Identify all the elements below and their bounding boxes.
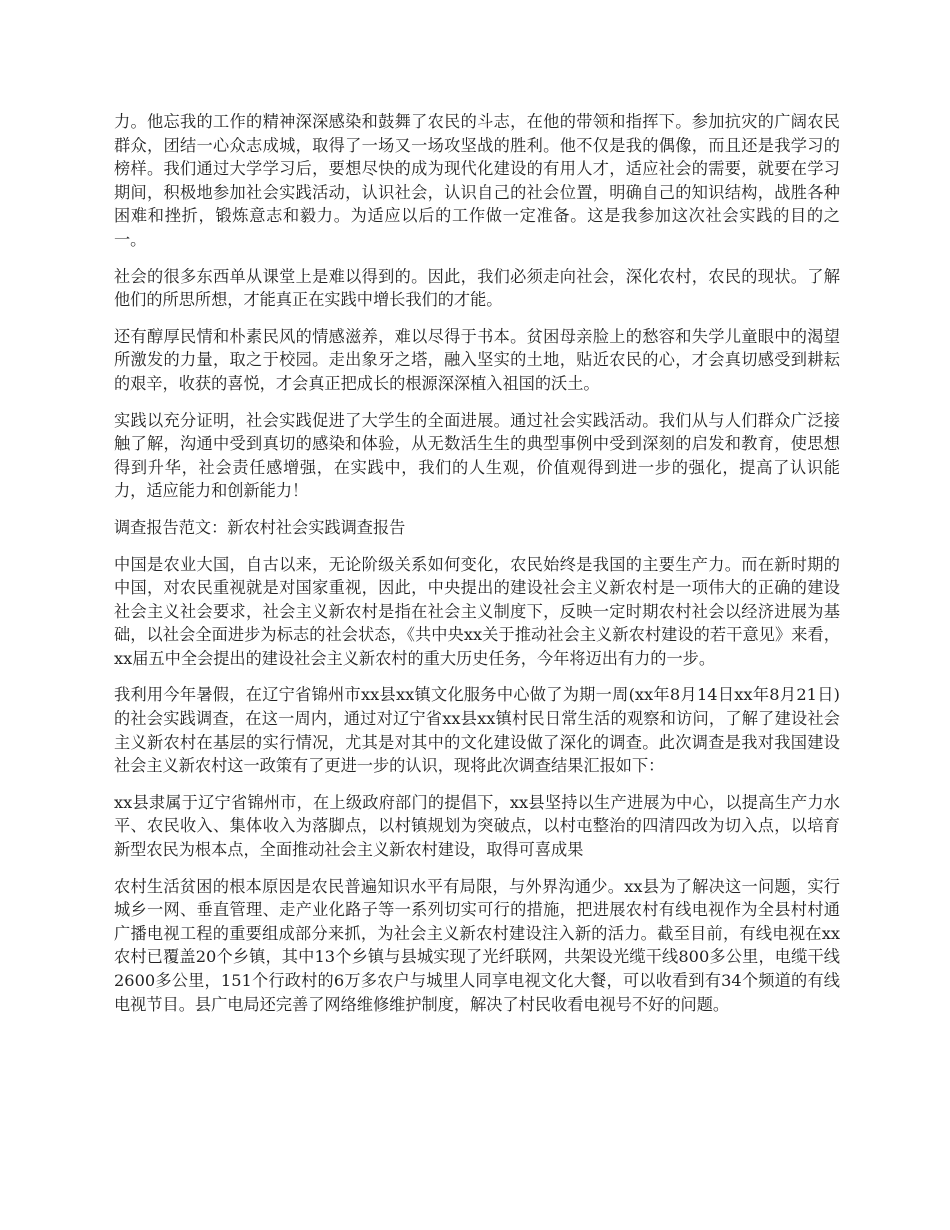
paragraph-cable-tv: 农村生活贫困的根本原因是农民普遍知识水平有局限，与外界沟通少。xx县为了解决这一问题，实行城乡一网、垂直管理、走产业化路子等一系列切实可行的措施，把进展农村有线电视作为全县村村通广播电视工程的重要组成部分来抓，为社会主义新农村建设注入新的活力。截至目前，有线电视在xx农村已覆盖20个乡镇，其中13个乡镇与县城实现了光纤联网，共架设光缆干线800多公里，电缆干线2600多公里，151个行政村的6万多农户与城里人同享电视文化大餐，可以收看到有34个频道的有线电视节目。县广电局还完善了网络维修维护制度，解决了村民收看电视号不好的问题。 <box>114 876 840 1014</box>
paragraph-county-overview: xx县隶属于辽宁省锦州市，在上级政府部门的提倡下，xx县坚持以生产进展为中心，以提高生产力水平、农民收入、集体收入为落脚点，以村镇规划为突破点，以村屯整治的四清四改为切入点，以培育新型农民为根本点，全面推动社会主义新农村建设，取得可喜成果 <box>114 792 840 860</box>
paragraph-rural-emotion: 还有醇厚民情和朴素民风的情感滋养，难以尽得于书本。贫困母亲脸上的愁容和失学儿童眼中的渴望所激发的力量，取之于校园。走出象牙之塔，融入坚实的土地，贴近农民的心，才会真切感受到耕耘的艰辛，收获的喜悦，才会真正把成长的根源深深植入祖国的沃土。 <box>114 326 840 393</box>
paragraph-summer-survey: 我利用今年暑假，在辽宁省锦州市xx县xx镇文化服务中心做了为期一周(xx年8月14日xx年8月21日)的社会实践调查，在这一周内，通过对辽宁省xx县xx镇村民日常生活的观察和访问，了解了建设社会主义新农村在基层的实行情况，尤其是对其中的文化建设做了深化的调查。此次调查是我对我国建设社会主义新农村这一政策有了更进一步的认识，现将此次调查结果汇报如下： <box>114 685 840 776</box>
section-heading: 调查报告范文：新农村社会实践调查报告 <box>114 517 406 537</box>
paragraph-practice-proof: 实践以充分证明，社会实践促进了大学生的全面进展。通过社会实践活动。我们从与人们群众广泛接触了解，沟通中受到真切的感染和体验，从无数活生生的典型事例中受到深刻的启发和教育，使思想得到升华，社会责任感增强，在实践中，我们的人生观，价值观得到进一步的强化，提高了认识能力，适应能力和创新能力！ <box>114 410 840 501</box>
paragraph-china-agriculture: 中国是农业大国，自古以来，无论阶级关系如何变化，农民始终是我国的主要生产力。而在新时期的中国，对农民重视就是对国家重视，因此，中央提出的建设社会主义新农村是一项伟大的正确的建设社会主义社会要求，社会主义新农村是指在社会主义制度下，反映一定时期农村社会以经济进展为基础，以社会全面进步为标志的社会状态，《共中央xx关于推动社会主义新农村建设的若干意见》来看，xx届五中全会提出的建设社会主义新农村的重大历史任务，今年将迈出有力的一步。 <box>114 554 840 668</box>
paragraph-society-knowledge: 社会的很多东西单从课堂上是难以得到的。因此，我们必须走向社会，深化农村，农民的现状。了解他们的所思所想，才能真正在实践中增长我们的才能。 <box>114 266 840 310</box>
document-page <box>114 110 840 1029</box>
paragraph-practice-purpose: 力。他忘我的工作的精神深深感染和鼓舞了农民的斗志，在他的带领和指挥下。参加抗灾的广阔农民群众，团结一心众志成城，取得了一场又一场攻坚战的胜利。他不仅是我的偶像，而且还是我学习的榜样。我们通过大学学习后，要想尽快的成为现代化建设的有用人才，适应社会的需要，就要在学习期间，积极地参加社会实践活动，认识社会，认识自己的社会位置，明确自己的知识结构，战胜各种困难和挫折，锻炼意志和毅力。为适应以后的工作做一定准备。这是我参加这次社会实践的目的之一。 <box>114 112 840 249</box>
